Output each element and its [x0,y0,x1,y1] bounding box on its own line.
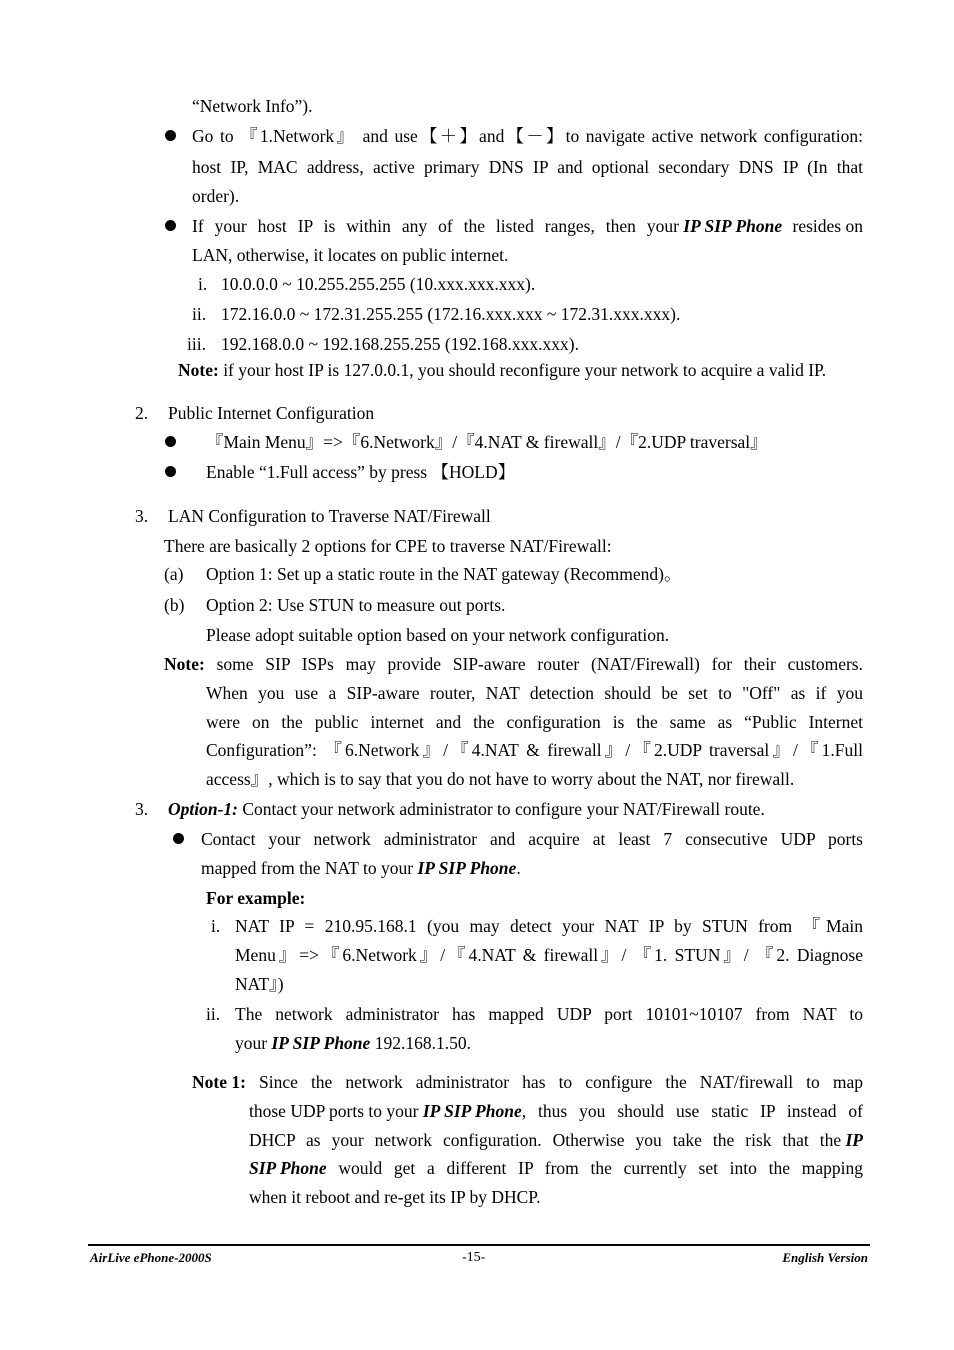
note-label: Note: [178,360,219,380]
text-line: 『Main Menu』=>『6.Network』/『4.NAT & firewall』/『2.UDP traversal』 [206,432,768,452]
list-number: 2. [135,403,149,423]
text-line: Option 2: Use STUN to measure out ports. [206,595,506,615]
text-line: NAT』) [235,974,284,994]
text-line [164,653,863,675]
list-number: 3. [135,506,149,526]
text-span: , thus you should use static IP instead of [521,1101,863,1121]
product-name: IP SIP Phone [422,1101,522,1121]
text-line [249,1129,863,1151]
product-name: IP SIP Phone [683,216,783,236]
text-span: your [235,1033,272,1053]
section-heading: Public Internet Configuration [168,403,375,423]
list-number: (b) [164,595,185,615]
text-line: Option 1: Set up a static route in the NAT gateway (Recommend)。 [206,564,682,584]
text-line [201,857,521,879]
text-line: 10.0.0.0 ~ 10.255.255.255 (10.xxx.xxx.xxx). [221,274,536,294]
text-span: If your host IP is within any of the listed ranges, then your [192,216,684,236]
product-name: SIP Phone [249,1158,327,1178]
text-span: some SIP ISPs may provide SIP-aware router (NAT/Firewall) for their customers. [204,654,863,674]
text-line: 172.16.0.0 ~ 172.31.255.255 (172.16.xxx.xxx ~ 172.31.xxx.xxx). [221,304,681,324]
list-number: iii. [187,334,206,354]
text-span: DHCP as your network configuration. Otherwise you take the risk that the [249,1130,846,1150]
text-line: Go to 『1.Network』 and use【＋】and【－】to navigate active network configuration: [192,126,863,146]
text-line: were on the public internet and the configuration is the same as “Public Internet [206,712,863,732]
note-label: Note: [164,654,205,674]
text-line [192,1071,863,1093]
bullet-icon [165,436,176,447]
text-span: Contact your network administrator to configure your NAT/Firewall route. [238,799,765,819]
text-line: access』, which is to say that you do not have to worry about the NAT, nor firewall. [206,769,795,789]
text-line [168,798,765,820]
bullet-icon [165,220,176,231]
bullet-icon [165,130,176,141]
text-line: LAN, otherwise, it locates on public internet. [192,245,509,265]
list-number: i. [198,274,208,294]
footer-divider [88,1244,870,1246]
text-span: 192.168.1.50. [370,1033,471,1053]
list-number: ii. [206,1004,221,1024]
option-label: Option-1: [168,799,238,819]
text-line: Please adopt suitable option based on your network configuration. [206,625,670,645]
text-span: resides on [788,216,863,236]
text-line: There are basically 2 options for CPE to traverse NAT/Firewall: [164,536,612,556]
text-line [178,359,826,381]
text-line: Configuration”: 『6.Network』/『4.NAT & firewall』/『2.UDP traversal』/『1.Full [206,740,863,760]
text-line: The network administrator has mapped UDP port 10101~10107 from NAT to [235,1004,863,1024]
text-line [249,1100,863,1122]
note-label: Note 1: [192,1072,246,1092]
text-span: Since the network administrator has to configure the NAT/firewall to map [245,1072,863,1092]
text-line: host IP, MAC address, active primary DNS IP and optional secondary DNS IP (In that [192,157,863,177]
list-number: ii. [192,304,207,324]
product-name: IP SIP Phone [417,858,517,878]
text-line: 192.168.0.0 ~ 192.168.255.255 (192.168.xxx.xxx). [221,334,579,354]
example-heading: For example: [206,888,306,908]
bullet-icon [173,833,184,844]
text-span: if your host IP is 127.0.0.1, you should reconfigure your network to acquire a valid IP. [218,360,827,380]
text-line: “Network Info”). [192,96,313,116]
list-number: i. [211,916,221,936]
text-line: When you use a SIP-aware router, NAT detection should be set to "Off" as if you [206,683,863,703]
list-number: 3. [135,799,149,819]
list-number: (a) [164,564,184,584]
text-line: NAT IP = 210.95.168.1 (you may detect your NAT IP by STUN from 『Main [235,916,863,936]
text-line [192,215,863,237]
text-span: those UDP ports to your [249,1101,423,1121]
footer-right: English Version [782,1250,868,1265]
bullet-icon [165,466,176,477]
footer-left: AirLive ePhone-2000S [90,1250,212,1265]
page-number: -15- [462,1250,486,1265]
text-line: when it reboot and re-get its IP by DHCP. [249,1187,541,1207]
text-line [249,1157,863,1179]
product-name: IP SIP Phone [271,1033,371,1053]
text-span: mapped from the NAT to your [201,858,418,878]
section-heading: LAN Configuration to Traverse NAT/Firewall [168,506,491,526]
text-line: Contact your network administrator and acquire at least 7 consecutive UDP ports [201,829,863,849]
text-line: Menu』=>『6.Network』/『4.NAT & firewall』/ 『1. STUN』/ 『2. Diagnose [235,945,863,965]
product-name: IP [845,1130,863,1150]
text-line [235,1032,471,1054]
text-span: would get a different IP from the currently set into the mapping [326,1158,863,1178]
text-line: order). [192,186,240,206]
text-span: . [516,858,521,878]
text-line: Enable “1.Full access” by press 【HOLD】 [206,462,516,482]
